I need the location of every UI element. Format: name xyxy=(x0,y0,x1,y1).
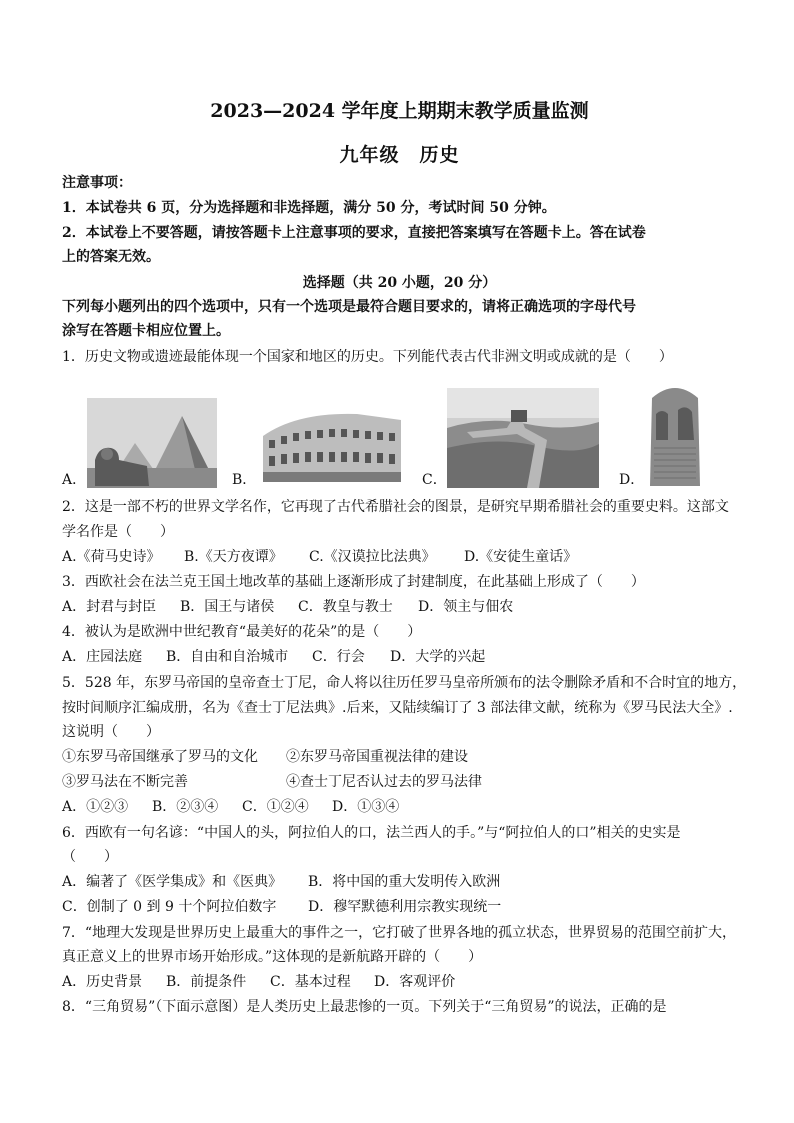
q4-option-d: D．大学的兴起 xyxy=(390,649,486,665)
section-title: 选择题（共 20 小题，20 分） xyxy=(302,275,497,291)
hammurabi-stele-photo xyxy=(644,380,706,488)
q7-option-a: A．历史背景 xyxy=(62,974,143,990)
q5-statement-3: ③罗马法在不断完善 xyxy=(62,774,188,790)
q4-option-a: A．庄园法庭 xyxy=(62,649,143,665)
q5-statements-row-2 xyxy=(62,771,737,793)
q3-option-d: D．领主与佃农 xyxy=(418,599,514,615)
exam-subtitle: 九年级 历史 xyxy=(339,144,460,166)
q3-option-b: B．国王与诸侯 xyxy=(180,599,275,615)
q3-option-a: A．封君与封臣 xyxy=(62,599,157,615)
q2-option-d: D.《安徒生童话》 xyxy=(464,549,578,565)
q5-statement-4: ④查士丁尼否认过去的罗马法律 xyxy=(286,774,482,790)
q5-statement-2: ②东罗马帝国重视法律的建设 xyxy=(286,749,468,765)
q4-options xyxy=(62,646,737,668)
q4-option-c: C．行会 xyxy=(312,649,365,665)
section-instructions-b: 涂写在答题卡相应位置上。 xyxy=(62,323,230,339)
q7-options xyxy=(62,971,737,993)
q5-option-d: D．①③④ xyxy=(332,799,400,815)
q7-stem-a: 7．“地理大发现是世界历史上最重大的事件之一，它打破了世界各地的孤立状态，世界贸易的范围空前扩大， xyxy=(62,925,737,941)
q1-label-a: A． xyxy=(62,472,87,488)
q5-option-b: B．②③④ xyxy=(152,799,219,815)
q5-statement-1: ①东罗马帝国继承了罗马的文化 xyxy=(62,749,258,765)
q2-stem-a: 2．这是一部不朽的世界文学名作，它再现了古代希腊社会的图景，是研究早期希腊社会的重要史料。这部文 xyxy=(62,499,729,515)
q7-stem-b: 真正意义上的世界市场开始形成。”这体现的是新航路开辟的（ ） xyxy=(62,949,483,965)
section-instructions-a: 下列每小题列出的四个选项中，只有一个选项是最符合题目要求的，请将正确选项的字母代号 xyxy=(62,299,636,315)
q6-option-d: D．穆罕默德利用宗教实现统一 xyxy=(308,899,502,915)
q6-option-b: B．将中国的重大发明传入欧洲 xyxy=(308,874,501,890)
q2-stem-b: 学名作是（ ） xyxy=(62,524,174,540)
sphinx-pyramid-photo xyxy=(87,398,217,488)
q7-option-c: C．基本过程 xyxy=(270,974,351,990)
q5-stem-a: 5．528 年，东罗马帝国的皇帝查士丁尼，命人将以往历任罗马皇帝所颁布的法令删除矛盾和不合时宜的地方， xyxy=(62,675,747,691)
q2-options xyxy=(62,546,737,568)
q5-option-c: C．①②④ xyxy=(242,799,309,815)
great-wall-photo xyxy=(447,388,599,488)
q6-stem-a: 6．西欧有一句名谚：“中国人的头，阿拉伯人的口，法兰西人的手。”与“阿拉伯人的口”相关的史实是 xyxy=(62,825,681,841)
q6-option-a: A．编著了《医学集成》和《医典》 xyxy=(62,874,283,890)
q6-stem-b: （ ） xyxy=(62,849,118,865)
q1-label-b: B． xyxy=(232,472,257,488)
q1-label-c: C． xyxy=(422,472,447,488)
q8-stem: 8．“三角贸易”（下面示意图）是人类历史上最悲惨的一页。下列关于“三角贸易”的说法，正确的是 xyxy=(62,999,667,1015)
q7-option-d: D．客观评价 xyxy=(374,974,456,990)
q5-statements-row-1 xyxy=(62,746,737,768)
q5-option-a: A．①②③ xyxy=(62,799,129,815)
q4-option-b: B．自由和自治城市 xyxy=(166,649,289,665)
q3-options xyxy=(62,596,737,618)
q5-stem-b: 按时间顺序汇编成册，名为《查士丁尼法典》.后来，又陆续编订了 3 部法律文献，统称为《罗马民法大全》. xyxy=(62,700,733,716)
exam-title: 2023—2024 学年度上期期末教学质量监测 xyxy=(210,100,589,122)
q6-options-row-1 xyxy=(62,871,737,893)
q1-image-options xyxy=(62,378,737,488)
q3-stem: 3．西欧社会在法兰克王国土地改革的基础上逐渐形成了封建制度，在此基础上形成了（ ） xyxy=(62,574,645,590)
q1-stem: 1．历史文物或遗迹最能体现一个国家和地区的历史。下列能代表古代非洲文明或成就的是（ ） xyxy=(62,349,673,365)
notice-item-1: 1．本试卷共 6 页，分为选择题和非选择题，满分 50 分，考试时间 50 分钟。 xyxy=(62,200,556,216)
q6-options-row-2 xyxy=(62,896,737,918)
q2-option-c: C.《汉谟拉比法典》 xyxy=(309,549,436,565)
notice-item-2b: 上的答案无效。 xyxy=(62,249,160,265)
q7-option-b: B．前提条件 xyxy=(166,974,247,990)
colosseum-photo xyxy=(257,406,407,488)
q2-option-a: A.《荷马史诗》 xyxy=(62,549,161,565)
notice-item-2a: 2．本试卷上不要答题，请按答题卡上注意事项的要求，直接把答案填写在答题卡上。答在试卷 xyxy=(62,225,646,241)
q3-option-c: C．教皇与教士 xyxy=(298,599,393,615)
q1-label-d: D． xyxy=(619,472,645,488)
notice-heading: 注意事项： xyxy=(62,175,132,191)
q4-stem: 4．被认为是欧洲中世纪教育“最美好的花朵”的是（ ） xyxy=(62,624,422,640)
q6-option-c: C．创制了 0 到 9 十个阿拉伯数字 xyxy=(62,899,277,915)
q5-stem-c: 这说明（ ） xyxy=(62,724,160,740)
q5-options xyxy=(62,796,737,818)
q2-option-b: B.《天方夜谭》 xyxy=(184,549,283,565)
